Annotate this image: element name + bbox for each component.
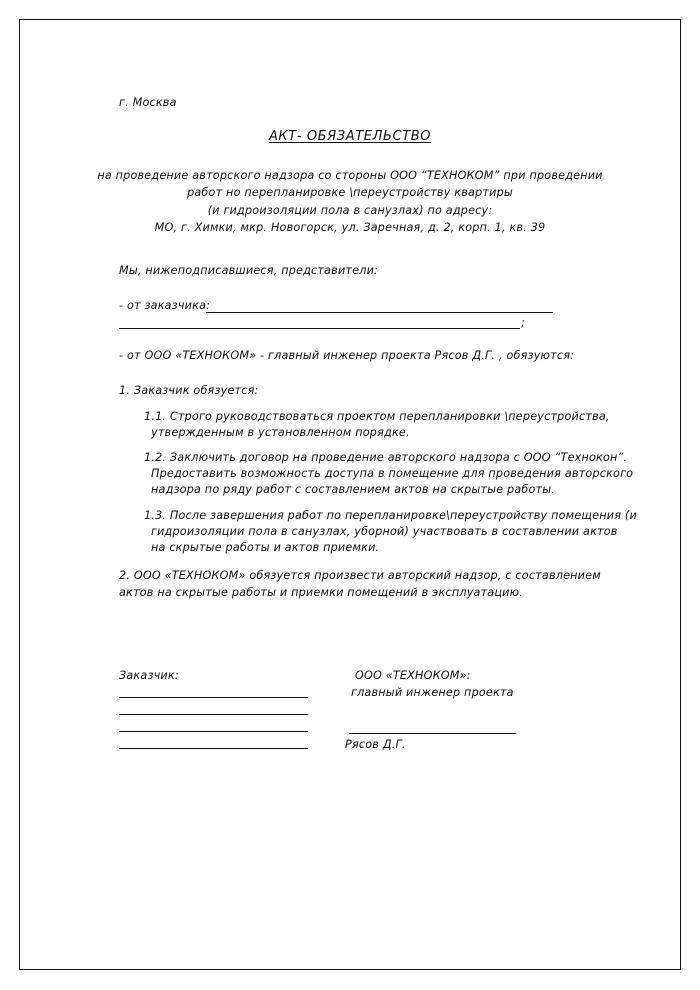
parties-intro: Мы, нижеподписавшиеся, представители:: [119, 264, 379, 277]
subtitle-line-4: МО, г. Химки, мкр. Новогорск, ул. Заречная, д. 2, корп. 1, кв. 39: [154, 221, 546, 234]
contractor-line: - от ООО «ТЕХНОКОМ» - главный инженер проекта Рясов Д.Г. , обязуются:: [119, 349, 575, 362]
item-1-1-line-1: 1.1. Строго руководствоваться проектом перепланировки \переустройства,: [144, 410, 610, 423]
signature-company-role: главный инженер проекта: [351, 686, 514, 699]
item-1-3-line-2: гидроизоляции пола в санузлах, уборной) участвовать в составлении актов: [151, 525, 618, 538]
customer-signature-line-2: [119, 714, 308, 715]
section-2-line-2: актов на скрытые работы и приемки помещений в эксплуатацию.: [119, 586, 523, 599]
customer-label: - от заказчика:: [119, 299, 211, 312]
section-1-title: 1. Заказчик обязуется:: [119, 384, 259, 397]
item-1-2-line-3: надзора по ряду работ с составлением актов на скрытые работы.: [151, 483, 556, 496]
customer-signature-line-3: [119, 731, 308, 732]
item-1-2-line-2: Предоставить возможность доступа в помещение для проведения авторского: [151, 467, 634, 480]
item-1-2-line-1: 1.2. Заключить договор на проведение авторского надзора с ООО “Технокон”.: [144, 451, 628, 464]
customer-fill-line-2: [119, 328, 520, 329]
customer-signature-line-4: [119, 748, 308, 749]
signature-company-signer: Рясов Д.Г.: [345, 738, 406, 751]
signature-company-label: ООО «ТЕХНОКОМ»:: [355, 669, 471, 682]
subtitle-line-3: (и гидроизоляции пола в санузлах) по адресу:: [207, 204, 493, 217]
customer-fill-line-1: [206, 312, 553, 313]
section-2-line-1: 2. ООО «ТЕХНОКОМ» обязуется произвести авторский надзор, с составлением: [119, 569, 601, 582]
item-1-3-line-1: 1.3. После завершения работ по перепланировке\переустройству помещения (и: [144, 509, 637, 522]
subtitle-line-2: работ но перепланировке \переустройству квартиры: [187, 186, 513, 199]
city-label: г. Москва: [119, 96, 177, 109]
signature-customer-label: Заказчик:: [119, 669, 179, 682]
subtitle-line-1: на проведение авторского надзора со стороны ООО “ТЕХНОКОМ” при проведении: [97, 169, 603, 182]
customer-signature-line-1: [119, 697, 308, 698]
item-1-1-line-2: утвержденным в установленном порядке.: [151, 426, 410, 439]
item-1-3-line-3: на скрытые работы и актов приемки.: [151, 541, 380, 554]
company-signature-line: [349, 733, 516, 734]
document-title: АКТ- ОБЯЗАТЕЛЬСТВО: [268, 129, 432, 144]
customer-line-end: ;: [521, 316, 525, 329]
